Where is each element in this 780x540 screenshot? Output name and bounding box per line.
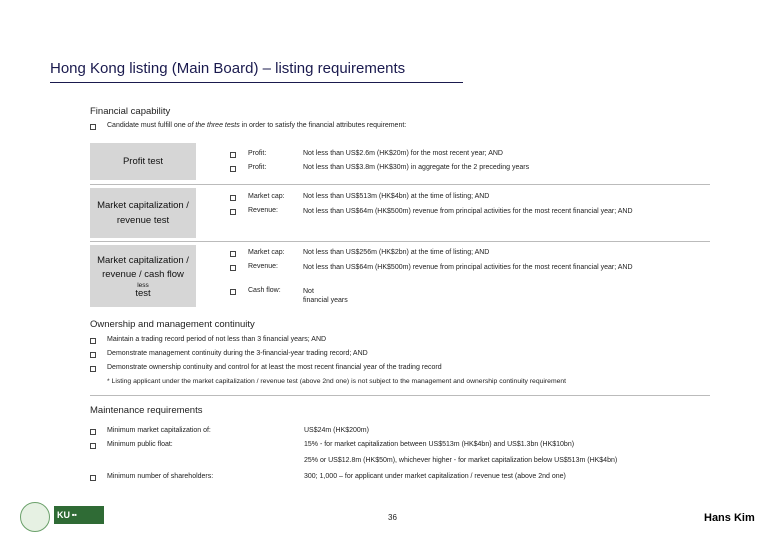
bullet-square-icon	[230, 166, 236, 172]
test-name: Profit test	[122, 156, 164, 167]
university-logo: KU ■■	[54, 506, 104, 524]
bullet-square-icon	[230, 251, 236, 257]
financial-intro: Candidate must fulfill one of the three tests in order to satisfy the financial attributes requirement:	[107, 122, 407, 129]
bullet-square-icon	[90, 352, 96, 358]
bullet-square-icon	[90, 429, 96, 435]
title-underline	[50, 82, 463, 83]
maintenance-value: 15% - for market capitalization between US$513m (HK$4bn) and US$1.3bn (HK$10bn)	[304, 441, 575, 448]
row-text: Not less than US$3.8m (HK$30m) in aggregate for the 2 preceding years	[303, 164, 530, 171]
financial-heading: Financial capability	[90, 106, 171, 117]
row-label: Revenue:	[248, 207, 278, 214]
row-separator	[90, 241, 710, 242]
university-seal-icon	[20, 502, 50, 532]
maintenance-heading: Maintenance requirements	[90, 405, 203, 416]
row-text: Not less than US$513m (HK$4bn) at the time of listing; AND	[303, 193, 490, 200]
maintenance-label: Minimum public float:	[107, 441, 173, 448]
row-label: Market cap:	[248, 249, 285, 256]
row-text: Not less than US$64m (HK$500m) revenue from principal activities for the most recent financial year; AND	[303, 264, 633, 271]
page-number: 36	[388, 513, 397, 522]
bullet-square-icon	[230, 289, 236, 295]
row-text: Not less than US$256m (HK$2bn) at the time of listing; AND	[303, 249, 490, 256]
ownership-note: * Listing applicant under the market capitalization / revenue test (above 2nd one) is not subject to the management and ownership continuity requirement	[107, 378, 567, 385]
test-name-less: less	[137, 281, 149, 289]
ownership-item: Demonstrate management continuity during the 3-financial-year trading record; AND	[107, 350, 368, 357]
bullet-square-icon	[90, 475, 96, 481]
maintenance-label: Minimum number of shareholders:	[107, 473, 214, 480]
test-name-suffix: test	[135, 287, 151, 299]
row-label: Profit:	[248, 164, 267, 171]
ownership-heading: Ownership and management continuity	[90, 319, 255, 330]
bullet-square-icon	[230, 195, 236, 201]
page-title: Hong Kong listing (Main Board) – listing requirements	[50, 60, 406, 77]
row-text: Not less than US$2.6m (HK$20m) for the most recent year; AND	[303, 150, 503, 157]
maintenance-value-2: 25% or US$12.8m (HK$50m), whichever higher - for market capitalization below US$513m (HK$4bn)	[304, 457, 618, 464]
row-label: Profit:	[248, 150, 267, 157]
bullet-square-icon	[90, 366, 96, 372]
market-cap-revenue-cashflow-test-box	[90, 245, 196, 307]
row-label: Cash flow:	[248, 287, 281, 294]
bullet-square-icon	[90, 124, 96, 130]
test-name: Market capitalization / revenue / cash flow	[97, 254, 189, 280]
market-cap-revenue-test-box	[90, 188, 196, 238]
row-text: Not financial years	[303, 288, 348, 304]
ownership-item: Maintain a trading record period of not less than 3 financial years; AND	[107, 336, 327, 343]
bullet-square-icon	[230, 209, 236, 215]
test-name: Market capitalization / revenue test	[97, 200, 189, 226]
bullet-square-icon	[90, 443, 96, 449]
bullet-square-icon	[90, 338, 96, 344]
ownership-item: Demonstrate ownership continuity and control for at least the most recent financial year of the trading record	[107, 364, 442, 371]
row-label: Revenue:	[248, 263, 278, 270]
maintenance-label: Minimum market capitalization of:	[107, 427, 211, 434]
author-name: Hans Kim	[704, 512, 755, 524]
row-label: Market cap:	[248, 193, 285, 200]
bullet-square-icon	[230, 152, 236, 158]
row-separator	[90, 184, 710, 185]
section-separator	[90, 395, 710, 396]
row-text: Not less than US$64m (HK$500m) revenue from principal activities for the most recent financial year; AND	[303, 208, 633, 215]
maintenance-value: US$24m (HK$200m)	[304, 427, 369, 434]
bullet-square-icon	[230, 265, 236, 271]
maintenance-value: 300; 1,000 – for applicant under market capitalization / revenue test (above 2nd one)	[304, 473, 566, 480]
profit-test-box	[90, 143, 196, 180]
